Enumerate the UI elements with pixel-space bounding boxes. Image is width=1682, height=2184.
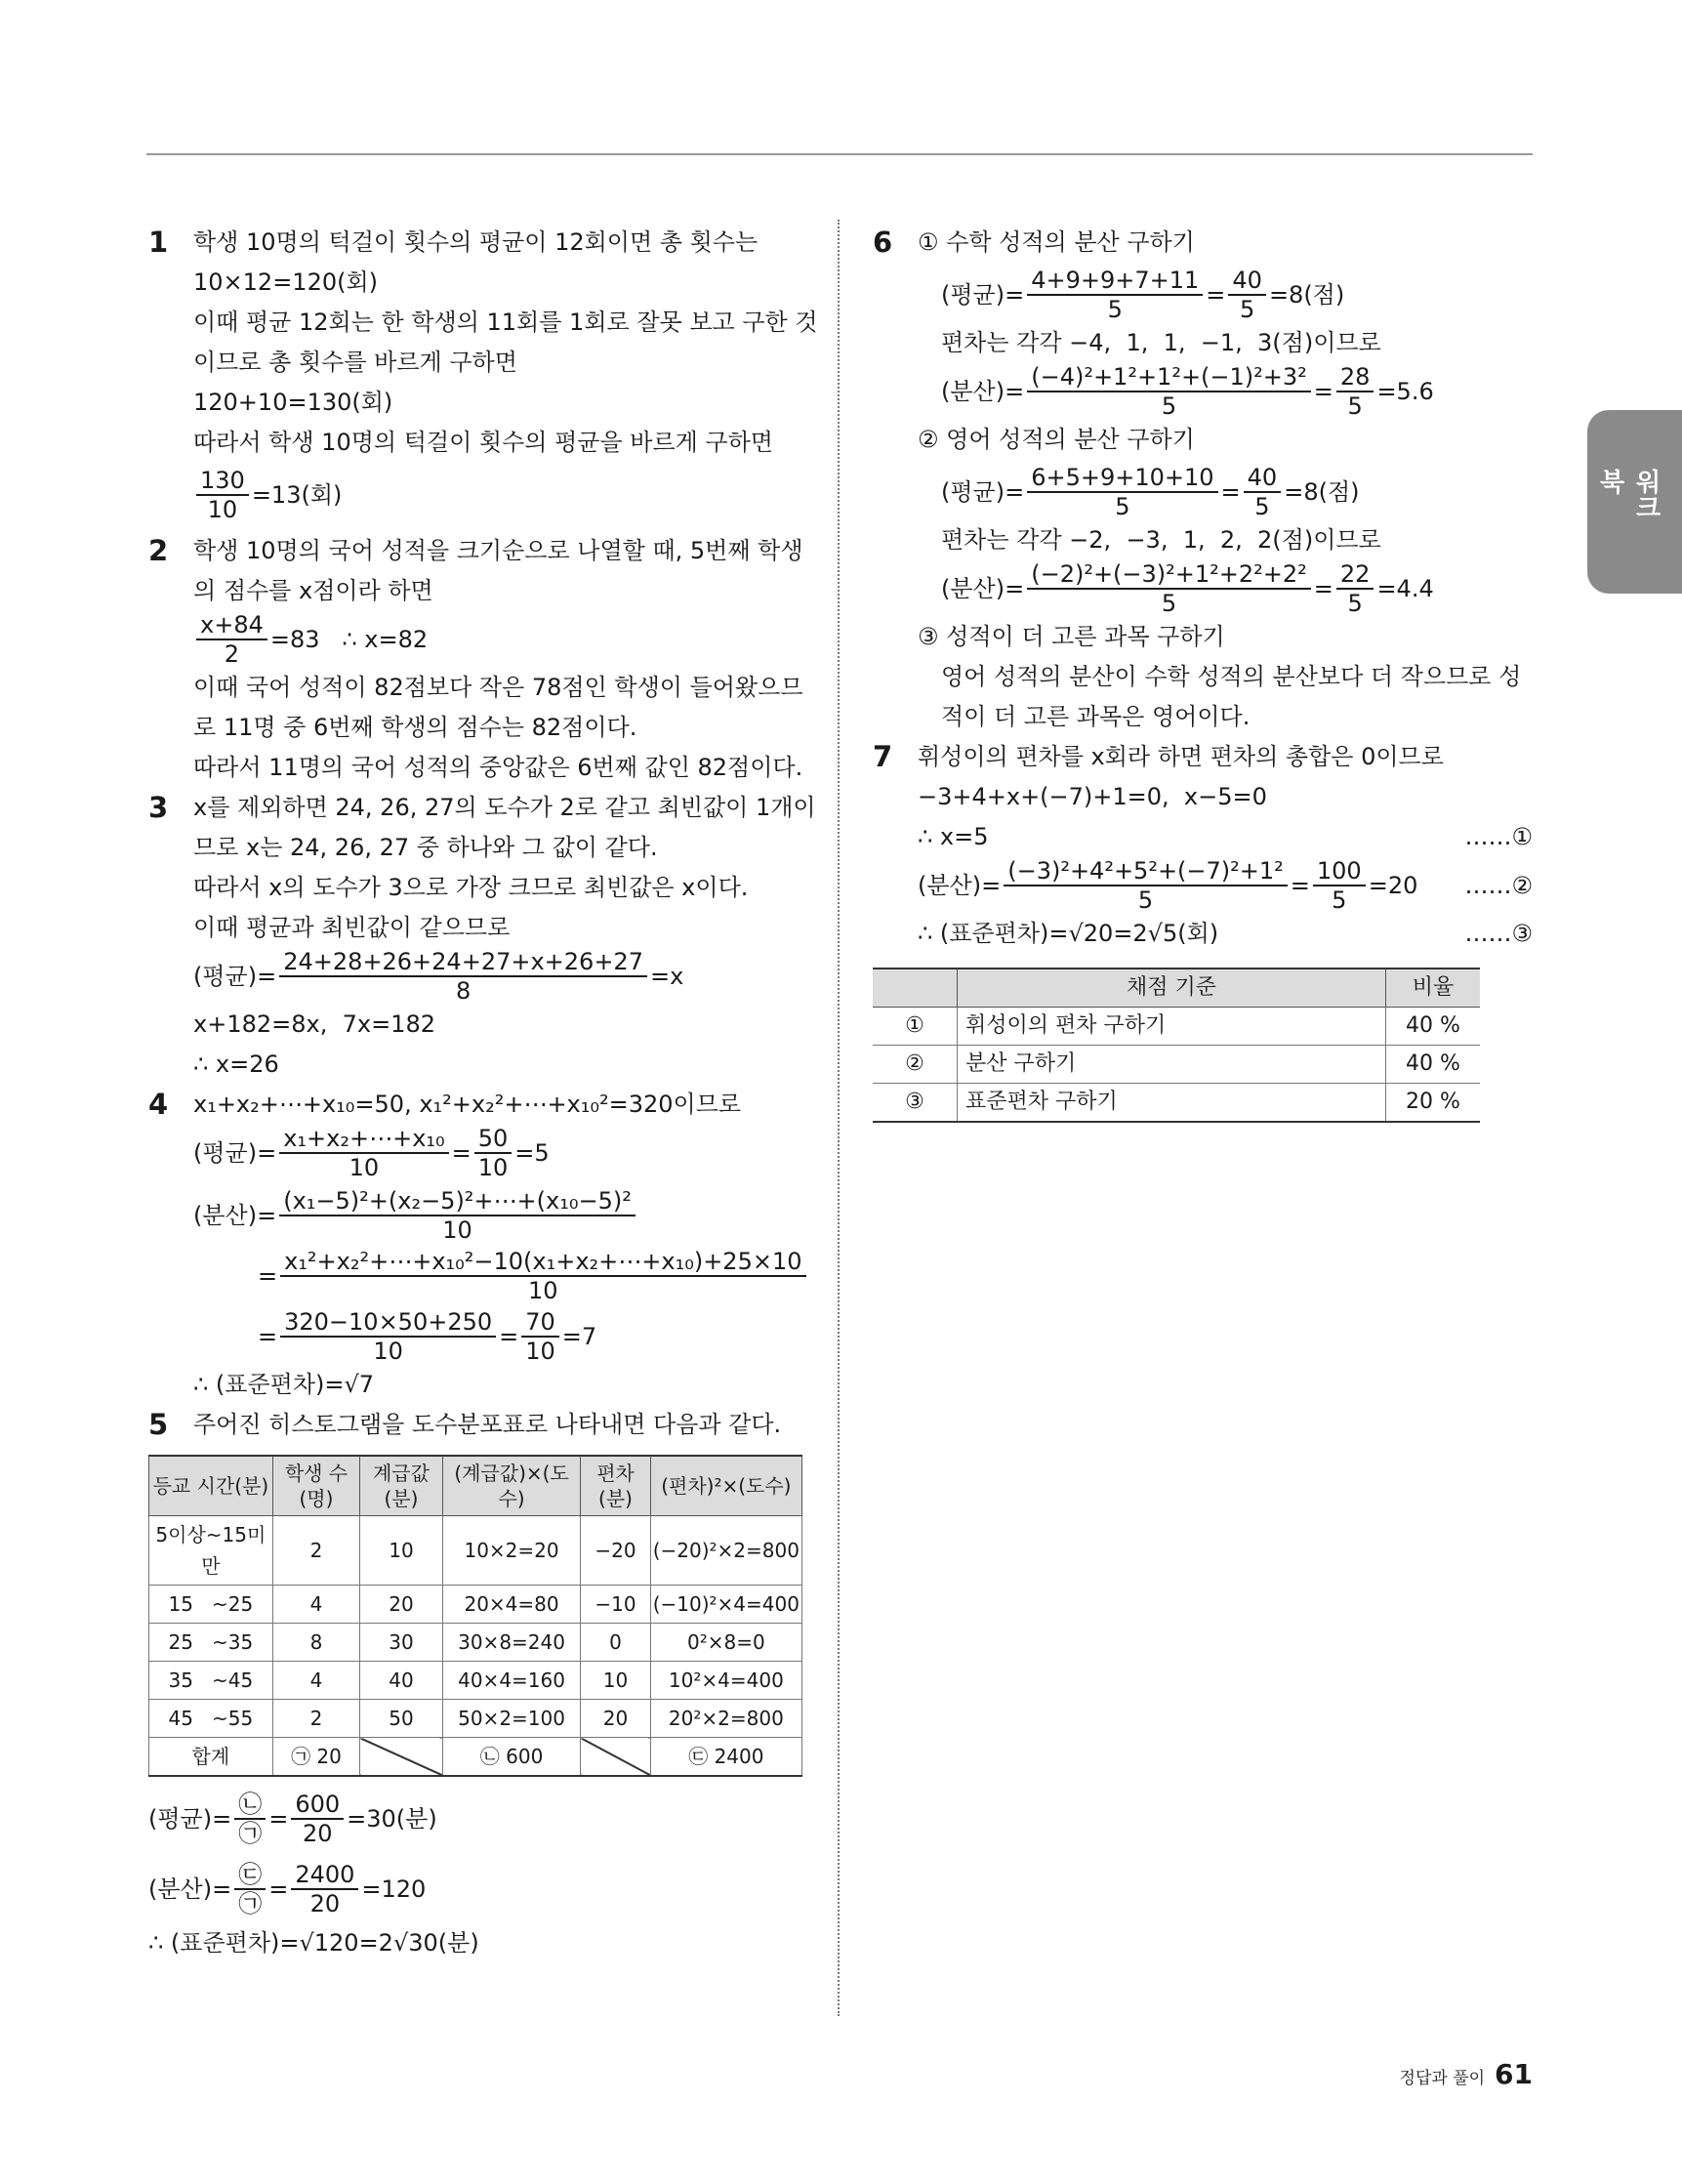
table-cell: ㉡ 600 (442, 1738, 581, 1777)
text-line: 휘성이의 편차를 x회라 하면 편차의 총합은 0이므로 (918, 743, 1444, 770)
text-line: 적이 더 고른 과목은 영어이다. (941, 703, 1251, 730)
table-cell: ② (873, 1046, 958, 1084)
table-cell-empty (581, 1738, 650, 1777)
fraction: $\frac{㉡}{㉠}$ (234, 1791, 266, 1847)
table-cell: 표준편차 구하기 (958, 1084, 1386, 1123)
table-cell: 50 (360, 1700, 443, 1738)
table-cell: 20×4=80 (442, 1586, 581, 1624)
section-heading: ③ 성적이 더 고른 과목 구하기 (918, 623, 1225, 650)
table-cell: 20 (581, 1700, 650, 1738)
table-cell: 8 (272, 1624, 359, 1662)
table-cell: 30×8=240 (442, 1624, 581, 1662)
column-divider (838, 220, 840, 2016)
text-line: 120+10=130(회) (193, 389, 393, 416)
mean-formula (148, 1791, 802, 1847)
text-line: ∴ (표준편차)=√120=2√30(분) (148, 1929, 479, 1957)
table-cell: 2 (272, 1700, 359, 1738)
variance-step (193, 1308, 802, 1365)
problem-number: 4 (148, 1088, 169, 1121)
fraction: $\frac{40}{5}$ (1228, 267, 1266, 323)
table-row (149, 1700, 802, 1738)
table-cell: 0²×8=0 (650, 1624, 801, 1662)
mean-label: (평균)= (941, 477, 1025, 506)
fraction: $\frac{4+9+9+7+11}{5}$ (1027, 267, 1203, 323)
problem-number: 7 (873, 740, 893, 773)
equals: = (1220, 477, 1241, 506)
table-row (873, 1008, 1480, 1046)
text-line: x를 제외하면 24, 26, 27의 도수가 2로 같고 최빈값이 1개이 (193, 794, 816, 821)
fraction: $\frac{40}{5}$ (1244, 464, 1282, 520)
problem-2 (148, 531, 802, 788)
table-cell: 40 (360, 1662, 443, 1700)
table-cell: 20²×2=800 (650, 1700, 801, 1738)
table-cell: (−10)²×4=400 (650, 1586, 801, 1624)
fraction: $\frac{600}{20}$ (291, 1791, 344, 1847)
table-cell: 20 % (1386, 1084, 1481, 1123)
mean-formula (918, 464, 1533, 520)
text-line: 따라서 11명의 국어 성적의 중앙값은 6번째 값인 82점이다. (193, 754, 803, 781)
table-cell: 30 (360, 1624, 443, 1662)
formula-tail: =5.6 (1376, 377, 1434, 405)
formula-tail: =x (649, 962, 684, 990)
equals: = (451, 1138, 472, 1167)
table-header: 채점 기준 (958, 968, 1386, 1008)
table-cell: ③ (873, 1084, 958, 1123)
grading-table (873, 968, 1480, 1123)
formula-tail: =5 (514, 1138, 550, 1167)
fraction: $\frac{320-10\times 50+250}{10}$ (280, 1308, 496, 1365)
table-cell: 40 % (1386, 1008, 1481, 1046)
text-line: 이때 국어 성적이 82점보다 작은 78점인 학생이 들어왔으므 (193, 674, 803, 701)
table-cell: −20 (581, 1516, 650, 1586)
table-cell: 40 % (1386, 1046, 1481, 1084)
top-rule (146, 153, 1533, 155)
text-line: 편차는 각각 −2, −3, 1, 2, 2(점)이므로 (941, 526, 1381, 554)
fraction: $\frac{x+84}{2}$ (196, 611, 267, 668)
left-column (148, 223, 818, 1963)
fraction: $\frac{\text{x₁²+x₂²+⋯+x₁₀²−10(x₁+x₂+⋯+x₁₀)+25×10}}{10}$ (280, 1248, 805, 1304)
frequency-table (148, 1455, 802, 1777)
text-line: 학생 10명의 국어 성적을 크기순으로 나열할 때, 5번째 학생 (193, 537, 803, 564)
table-cell-empty (360, 1738, 443, 1777)
fraction: $\frac{\text{(−4)²+1²+1²+(−1)²+3²}}{5}$ (1027, 363, 1311, 420)
formula-tail: =13(회) (251, 480, 343, 509)
section-heading: ② 영어 성적의 분산 구하기 (918, 426, 1195, 453)
table-cell: 50×2=100 (442, 1700, 581, 1738)
table-header-row (149, 1456, 802, 1516)
table-cell: 4 (272, 1662, 359, 1700)
table-cell: 분산 구하기 (958, 1046, 1386, 1084)
table-row (149, 1586, 802, 1624)
problem-number: 5 (148, 1408, 169, 1441)
equals: = (1206, 280, 1226, 309)
formula-tail: =7 (561, 1322, 597, 1350)
equals: = (268, 1875, 289, 1903)
table-cell: 10×2=20 (442, 1516, 581, 1586)
text-line: 이므로 총 횟수를 바르게 구하면 (193, 349, 517, 376)
formula-tail: =20 (1368, 871, 1418, 899)
variance-formula (193, 1187, 802, 1244)
table-header: 등교 시간(분) (149, 1456, 273, 1516)
table-row (149, 1516, 802, 1586)
formula-line (193, 948, 802, 1005)
equals: = (499, 1322, 519, 1350)
table-header: 학생 수(명) (272, 1456, 359, 1516)
fraction: $\frac{22}{5}$ (1336, 560, 1374, 617)
equals: = (1313, 377, 1333, 405)
table-cell: 45 ~55 (149, 1700, 273, 1738)
mean-formula (193, 1125, 802, 1181)
variance-formula (918, 363, 1533, 420)
table-header: (계급값)×(도수) (442, 1456, 581, 1516)
formula-tail: =30(분) (347, 1804, 437, 1833)
text-line: 따라서 x의 도수가 3으로 가장 크므로 최빈값은 x이다. (193, 874, 749, 901)
table-header-row (873, 968, 1480, 1008)
fraction: $\frac{100}{5}$ (1313, 857, 1366, 914)
fraction: $\frac{6+5+9+10+10}{5}$ (1027, 464, 1217, 520)
variance-label: (분산)= (941, 574, 1025, 602)
text-line: x+182=8x, 7x=182 (193, 1010, 435, 1038)
equals: = (258, 1322, 278, 1350)
mean-label: (평균)= (148, 1804, 232, 1833)
page-footer (1386, 2058, 1533, 2090)
table-cell: 10 (360, 1516, 443, 1586)
fraction: $\frac{\text{(−2)²+(−3)²+1²+2²+2²}}{5}$ (1027, 560, 1311, 617)
table-cell: 2 (272, 1516, 359, 1586)
score-marker: ……② (1464, 871, 1533, 899)
formula-line (193, 611, 802, 668)
page-number: 61 (1495, 2058, 1533, 2090)
equals: = (1313, 574, 1333, 602)
problem-number: 2 (148, 534, 169, 567)
equals: = (1290, 871, 1310, 899)
table-header: 비율 (1386, 968, 1481, 1008)
result-text: ∴ x=5 (918, 823, 989, 850)
problem-4 (148, 1085, 802, 1405)
text-line: 의 점수를 x점이라 하면 (193, 577, 433, 604)
problem-6 (873, 223, 1533, 737)
mean-label: (평균)= (193, 962, 277, 990)
text-line: 이때 평균 12회는 한 학생의 11회를 1회로 잘못 보고 구한 것 (193, 309, 818, 336)
fraction: $\frac{\text{(x₁−5)²+(x₂−5)²+⋯+(x₁₀−5)²}}{10}$ (279, 1187, 636, 1244)
formula-tail: =83 ∴ x=82 (269, 625, 429, 653)
section-heading: ① 수학 성적의 분산 구하기 (918, 228, 1195, 256)
mean-formula (918, 267, 1533, 323)
table-cell: 15 ~25 (149, 1586, 273, 1624)
fraction: $\frac{28}{5}$ (1336, 363, 1374, 420)
formula-line (193, 467, 802, 523)
fraction: $\frac{70}{10}$ (521, 1308, 559, 1365)
right-column (873, 223, 1533, 1123)
text-line: x₁+x₂+⋯+x₁₀=50, x₁²+x₂²+⋯+x₁₀²=320이므로 (193, 1091, 742, 1118)
formula-tail: =8(점) (1268, 280, 1345, 309)
fraction: $\frac{㉢}{㉠}$ (234, 1861, 266, 1917)
text-line: ∴ x=26 (193, 1051, 279, 1078)
score-marker: ……① (1464, 823, 1533, 850)
fraction: $\frac{130}{10}$ (196, 467, 249, 523)
problem-5 (148, 1405, 802, 1445)
fraction: $\frac{24+28+26+24+27+x+26+27}{8}$ (279, 948, 647, 1005)
formula-tail: =120 (361, 1875, 427, 1903)
table-cell: 25 ~35 (149, 1624, 273, 1662)
fraction: $\frac{2400}{20}$ (291, 1861, 358, 1917)
table-row (149, 1624, 802, 1662)
mean-label: (평균)= (193, 1138, 277, 1167)
text-line: 이때 평균과 최빈값이 같으므로 (193, 914, 511, 941)
variance-label: (분산)= (193, 1201, 277, 1229)
problem-1 (148, 223, 818, 523)
fraction: $\frac{\text{x₁+x₂+⋯+x₁₀}}{10}$ (279, 1125, 448, 1181)
table-cell: 0 (581, 1624, 650, 1662)
table-cell: −10 (581, 1586, 650, 1624)
text-line: 주어진 히스토그램을 도수분포표로 나타내면 다음과 같다. (193, 1411, 782, 1438)
table-header: 계급값(분) (360, 1456, 443, 1516)
text-line: 므로 x는 24, 26, 27 중 하나와 그 값이 같다. (193, 834, 658, 861)
table-row (149, 1662, 802, 1700)
table-cell: 4 (272, 1586, 359, 1624)
text-line: 학생 10명의 턱걸이 횟수의 평균이 12회이면 총 횟수는 (193, 228, 759, 256)
table-cell: 10²×4=400 (650, 1662, 801, 1700)
text-line: ∴ (표준편차)=√7 (193, 1371, 375, 1398)
formula-tail: =8(점) (1284, 477, 1360, 506)
variance-formula (918, 857, 1533, 914)
problem-7 (873, 737, 1533, 954)
problem-number: 3 (148, 791, 169, 824)
table-cell: 35 ~45 (149, 1662, 273, 1700)
side-tab-label: 워크북 (1595, 469, 1661, 519)
table-cell: 10 (581, 1662, 650, 1700)
variance-formula (148, 1861, 802, 1917)
text-line: 영어 성적의 분산이 수학 성적의 분산보다 더 작으므로 성 (941, 663, 1522, 690)
table-cell: 합계 (149, 1738, 273, 1777)
table-total-row (149, 1738, 802, 1777)
fraction: $\frac{50}{10}$ (474, 1125, 513, 1181)
table-header: (편차)²×(도수) (650, 1456, 801, 1516)
problem-number: 1 (148, 226, 169, 259)
table-cell: 40×4=160 (442, 1662, 581, 1700)
text-line (918, 817, 1533, 857)
table-cell: 5이상~15미만 (149, 1516, 273, 1586)
table-row (873, 1084, 1480, 1123)
table-cell: ㉢ 2400 (650, 1738, 801, 1777)
variance-label: (분산)= (941, 377, 1025, 405)
problem-3 (148, 788, 816, 1085)
equals: = (268, 1804, 289, 1833)
text-line: 로 11명 중 6번째 학생의 점수는 82점이다. (193, 714, 637, 741)
table-cell: ① (873, 1008, 958, 1046)
table-cell: (−20)²×2=800 (650, 1516, 801, 1586)
formula-tail: =4.4 (1376, 574, 1434, 602)
variance-label: (분산)= (918, 871, 1002, 899)
table-cell: 20 (360, 1586, 443, 1624)
mean-label: (평균)= (941, 280, 1025, 309)
equals: = (258, 1261, 278, 1290)
fraction: $\frac{\text{(−3)²+4²+5²+(−7)²+1²}}{5}$ (1004, 857, 1288, 914)
text-line: 10×12=120(회) (193, 268, 379, 296)
score-marker: ……③ (1464, 920, 1533, 947)
text-line: 편차는 각각 −4, 1, 1, −1, 3(점)이므로 (941, 329, 1381, 356)
table-row (873, 1046, 1480, 1084)
table-cell: ㉠ 20 (272, 1738, 359, 1777)
table-header (873, 968, 958, 1008)
variance-formula (918, 560, 1533, 617)
footer-label: 정답과 풀이 (1399, 2069, 1486, 2088)
text-line (918, 914, 1533, 954)
text-line: 따라서 학생 10명의 턱걸이 횟수의 평균을 바르게 구하면 (193, 429, 773, 456)
problem-number: 6 (873, 226, 893, 259)
table-cell: 휘성이의 편차 구하기 (958, 1008, 1386, 1046)
variance-label: (분산)= (148, 1875, 232, 1903)
variance-step (193, 1248, 802, 1304)
text-line: −3+4+x+(−7)+1=0, x−5=0 (918, 783, 1267, 810)
table-header: 편차(분) (581, 1456, 650, 1516)
result-text: ∴ (표준편차)=√20=2√5(회) (918, 920, 1219, 947)
